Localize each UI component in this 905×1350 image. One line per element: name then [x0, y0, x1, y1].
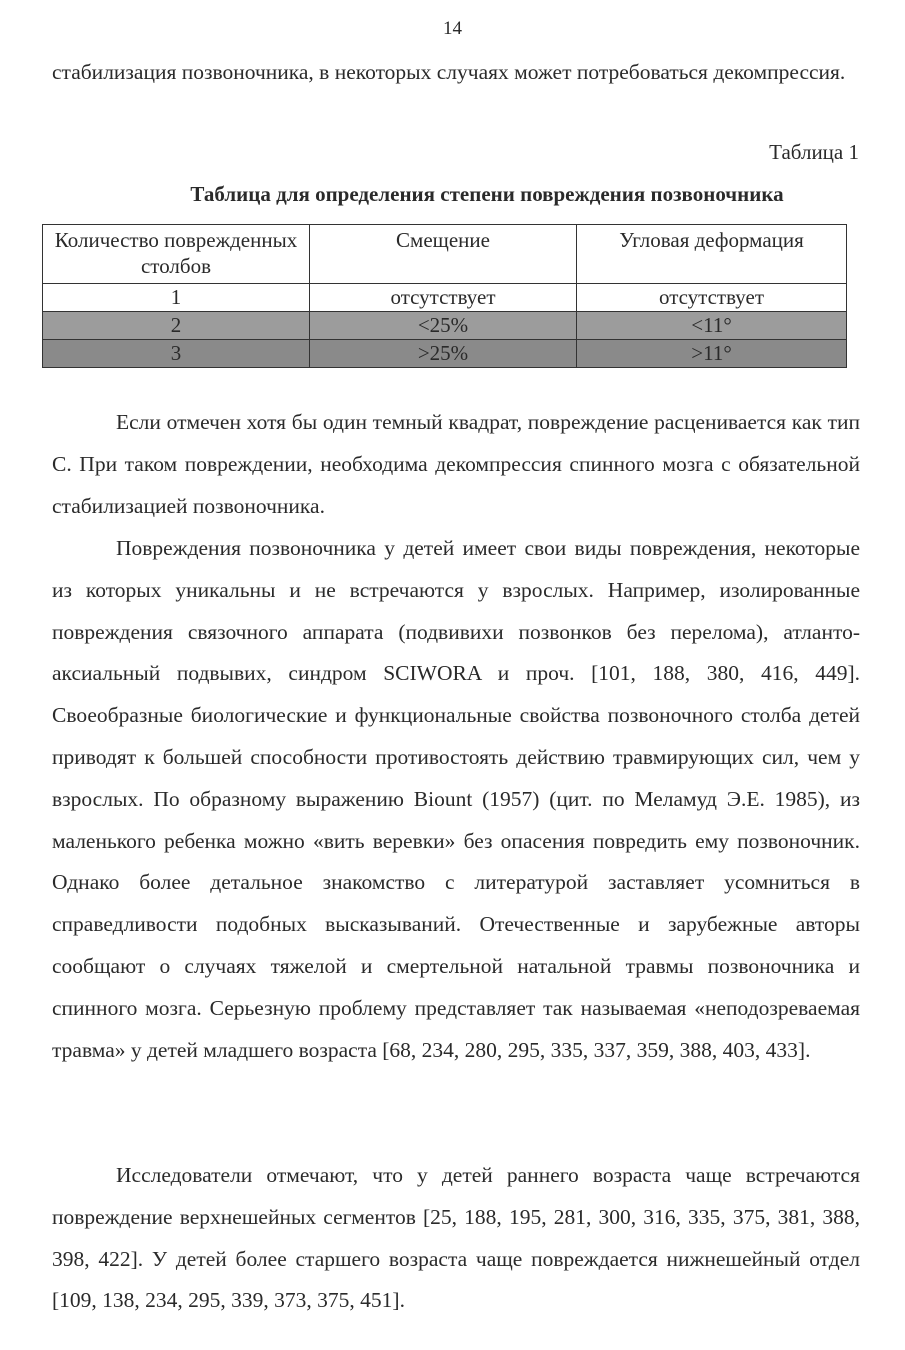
body-paragraph: Если отмечен хотя бы один темный квадрат, повреждение расценивается как тип С. При таком повреждении, необходима декомпрессия спинного мозга с обязательной стабилизацией позвоночника.	[52, 410, 860, 518]
body-paragraph: Повреждения позвоночника у детей имеет свои виды повреждения, некоторые из которых уникальны и не встречаются у взрослых. Например, изолированные повреждения связочного аппарата (подвивихи позвонков без перелома), атланто-аксиальный подвывих, синдром SCIWORA и проч. [101, 188, 380, 416, 449]. Своеобразные биологические и функциональные свойства позвоночного столба детей приводят к большей способности противостоять действию травмирующих сил, чем у взрослых. По образному выражению Biount (1957) (цит. по Меламуд Э.Е. 1985), из маленького ребенка можно «вить веревки» без опасения повредить ему позвоночник. Однако более детальное знакомство с литературой заставляет усомниться в справедливости подобных высказываний. Отечественные и зарубежные авторы сообщают о случаях тяжелой и смертельной натальной травмы позвоночника и спинного мозга. Серьезную проблему представляет так называемая «неподозреваемая травма» у детей младшего возраста [68, 234, 280, 295, 335, 337, 359, 388, 403, 433].	[52, 536, 860, 1062]
table-cell: <11°	[577, 312, 847, 340]
table-cell: отсутствует	[310, 284, 577, 312]
header-displacement: Смещение	[310, 225, 577, 284]
table-cell: 1	[43, 284, 310, 312]
body-paragraph: Исследователи отмечают, что у детей раннего возраста чаще встречаются повреждение верхнешейных сегментов [25, 188, 195, 281, 300, 316, 335, 375, 381, 388, 398, 422]. У детей более старшего возраста чаще повреждается нижнешейный отдел [109, 138, 234, 295, 339, 373, 375, 451].	[52, 1163, 860, 1313]
table-title: Таблица для определения степени повреждения позвоночника	[190, 182, 784, 206]
table-label: Таблица 1	[769, 140, 859, 164]
table-cell: >11°	[577, 340, 847, 368]
table-cell: <25%	[310, 312, 577, 340]
table-cell: 3	[43, 340, 310, 368]
table-row	[43, 340, 847, 368]
table-cell: отсутствует	[577, 284, 847, 312]
damage-table	[42, 224, 847, 368]
page-number: 14	[443, 18, 462, 39]
table-row	[43, 312, 847, 340]
header-angular-deformation: Угловая деформация	[577, 225, 847, 284]
header-columns-count: Количество поврежденных столбов	[43, 225, 310, 284]
table-header-row	[43, 225, 847, 284]
table-row	[43, 284, 847, 312]
table-cell: 2	[43, 312, 310, 340]
table-cell: >25%	[310, 340, 577, 368]
intro-paragraph: стабилизация позвоночника, в некоторых случаях может потребоваться декомпрессия.	[52, 60, 846, 84]
